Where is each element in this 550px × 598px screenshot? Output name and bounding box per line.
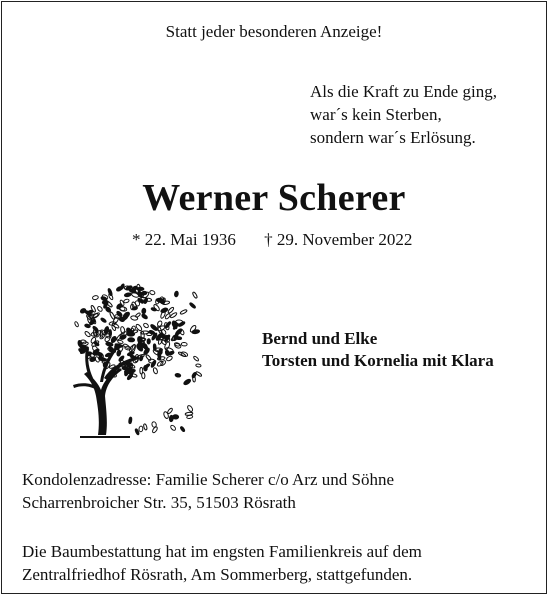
- poem-line: Als die Kraft zu Ende ging,: [310, 82, 497, 101]
- mourner-line: Torsten und Kornelia mit Klara: [262, 351, 494, 370]
- poem-line: sondern war´s Erlösung.: [310, 128, 476, 147]
- obituary-notice: [1, 1, 547, 594]
- condolence-line: Kondolenzadresse: Familie Scherer c/o Arz und Söhne: [22, 470, 395, 489]
- birth-date: * 22. Mai 1936: [132, 230, 236, 249]
- condolence-address: [22, 468, 394, 514]
- mourners: [262, 328, 494, 372]
- poem-line: war´s kein Sterben,: [310, 105, 442, 124]
- burial-line: Zentralfriedhof Rösrath, Am Sommerberg, stattgefunden.: [22, 565, 413, 584]
- mourner-line: Bernd und Elke: [262, 329, 378, 348]
- burial-line: Die Baumbestattung hat im engsten Familienkreis auf dem: [22, 542, 422, 561]
- deceased-name: Werner Scherer: [142, 177, 406, 219]
- condolence-line: Scharrenbroicher Str. 35, 51503 Rösrath: [22, 493, 296, 512]
- wind-blown-tree-icon: [60, 270, 202, 440]
- intro-line: Statt jeder besonderen Anzeige!: [165, 22, 383, 41]
- life-dates: [132, 230, 412, 250]
- burial-note: [22, 540, 422, 586]
- death-date: † 29. November 2022: [264, 230, 413, 249]
- poem: [310, 80, 497, 149]
